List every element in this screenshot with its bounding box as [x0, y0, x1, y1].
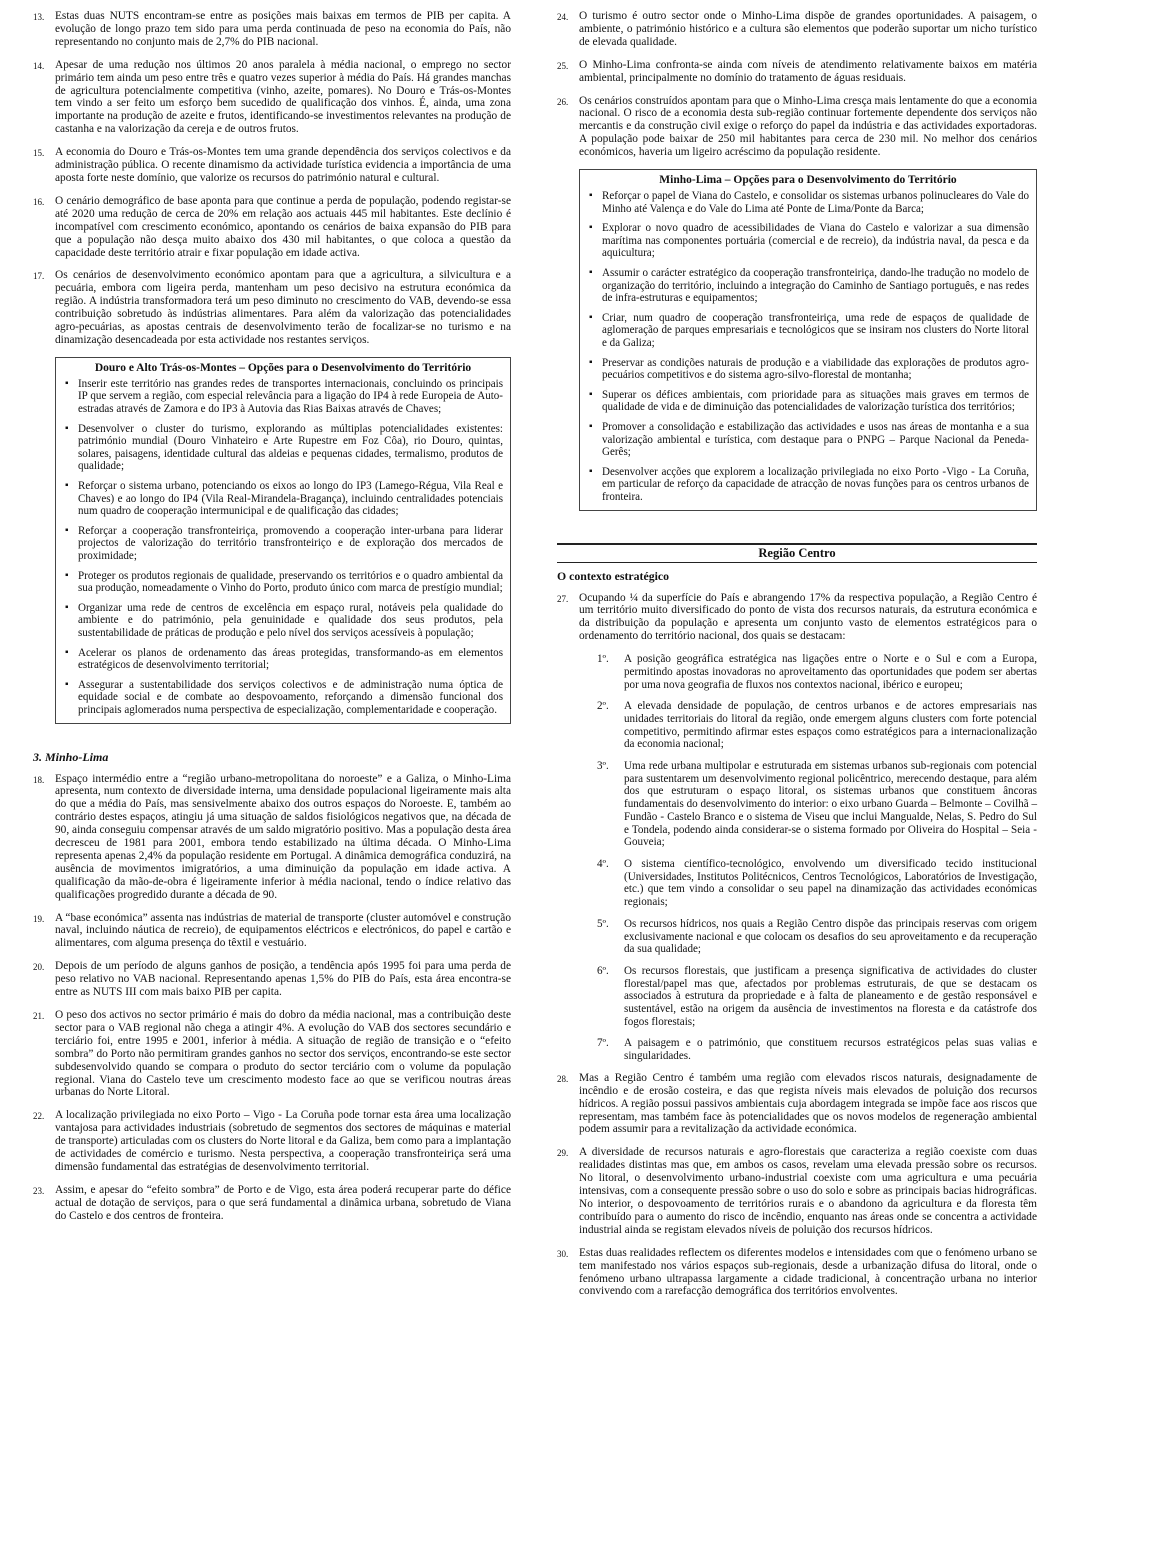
list-item-text: Assumir o carácter estratégico da cooperação transfronteiriça, dando-lhe tradução no modelo de organização do território, incluindo a integração do Caminho de Santiago português, e nas redes de infra-estruturas e equipamentos; [602, 267, 1029, 305]
list-item-text: Organizar uma rede de centros de excelência em espaço rural, notáveis pela qualidade do ambiente e do património, pela genuinidade e qualidade dos seus produtos, pela sustentabilidade de práticas de produção e pelo nível dos serviços acessíveis à população; [78, 601, 503, 639]
paragraph-number: 24. [557, 12, 569, 22]
ordinal-number: 4º. [597, 858, 609, 870]
paragraph-text: Os cenários de desenvolvimento económico apontam para que a agricultura, a silvicultura e a pecuária, embora com ligeira perda, mantenham um peso decisivo na estrutura económica da região. A indústria transformadora terá um peso diminuto no crescimento do VAB, devendo-se essa contribuição sobretudo às indústrias alimentares. Para além da valorização das potencialidades agro-pecuárias, as apostas centrais de desenvolvimento terão de focalizar-se no turismo e na dinamização desencadeada por esta actividade nos restantes serviços. [55, 269, 511, 346]
list-item-text: Assegurar a sustentabilidade dos serviços colectivos e de administração numa óptica de equidade social e de combate ao despovoamento, reforçando a dimensão funcional dos principais aglomerados numa perspectiva de especialização, complementaridade e cooperação. [78, 678, 503, 716]
paragraph-number: 27. [557, 593, 569, 604]
right-column [557, 10, 1037, 1308]
bullet-icon: ▪ [65, 646, 69, 658]
paragraph-14 [33, 59, 511, 136]
spacer [557, 521, 1037, 539]
ordinal-number: 6º. [597, 964, 609, 977]
paragraph-number: 13. [33, 12, 45, 22]
paragraph-text: A “base económica” assenta nas indústrias de material de transporte (cluster automóvel e construção naval, incluindo náutica de recreio), de equipamentos eléctricos e electrónicos, do papel e cartão e alimentares, com alguma presença do têxtil e vestuário. [55, 911, 511, 950]
bullet-icon: ▪ [65, 422, 69, 434]
list-item-text: Desenvolver acções que explorem a localização privilegiada no eixo Porto -Vigo - La Coruña, em particular de reforço da capacidade de atracção de novas funções para os centros urbanos de fronteira. [602, 465, 1029, 503]
paragraph-number: 28. [557, 1073, 569, 1084]
paragraph-text: O Minho-Lima confronta-se ainda com níveis de atendimento relativamente baixos em matéria ambiental, principalmente no domínio do tratamento de águas residuais. [579, 58, 1037, 84]
paragraph-number: 20. [33, 962, 45, 973]
ordinal-item-5 [597, 918, 1037, 956]
bullet-icon: ▪ [589, 190, 593, 202]
bullet-icon: ▪ [589, 465, 593, 477]
list-item [587, 389, 1029, 414]
douro-options-box [55, 357, 511, 724]
paragraph-15 [33, 146, 511, 185]
box-title: Douro e Alto Trás-os-Montes – Opções para o Desenvolvimento do Território [94, 361, 472, 374]
paragraph-21 [33, 1009, 511, 1099]
paragraph-number: 30. [557, 1248, 569, 1259]
list-item [587, 357, 1029, 382]
list-item [587, 466, 1029, 504]
bullet-icon: ▪ [65, 377, 69, 389]
paragraph-number: 17. [33, 271, 45, 282]
region-heading: Região Centro [557, 543, 1037, 563]
bullet-icon: ▪ [65, 569, 69, 581]
paragraph-text: A economia do Douro e Trás-os-Montes tem uma grande dependência dos serviços colectivos e da administração pública. O recente dinamismo da actividade turística evidencia a importância de uma aposta forte neste domínio, que valorize os recursos do património natural e cultural. [55, 146, 511, 184]
paragraph-20 [33, 960, 511, 999]
bullet-icon: ▪ [589, 388, 593, 400]
bullet-icon: ▪ [65, 524, 69, 536]
ordinal-item-7 [597, 1037, 1037, 1062]
paragraph-text: Depois de um período de alguns ganhos de posição, a tendência após 1995 foi para uma perda de peso relativo no VAB nacional. Representando apenas 1,5% do PIB do País, esta área encontra-se entre as NUTS III com mais baixo PIB per capita. [55, 960, 511, 999]
list-item [63, 378, 503, 416]
list-item-text: Explorar o novo quadro de acessibilidades de Viana do Castelo e valorizar a sua dimensão marítima nas componentes portuária (comercial e de recreio), da indústria naval, da pesca e da aquicultura; [602, 222, 1029, 260]
box-title: Minho-Lima – Opções para o Desenvolvimento do Território [659, 174, 957, 187]
paragraph-23 [33, 1184, 511, 1223]
paragraph-25 [557, 59, 1037, 85]
paragraph-number: 26. [557, 96, 569, 107]
paragraph-number: 16. [33, 196, 45, 207]
ordinal-item-4 [597, 858, 1037, 909]
paragraph-22 [33, 1109, 511, 1174]
ordinal-number: 5º. [597, 917, 609, 930]
list-item [63, 679, 503, 717]
paragraph-text: Mas a Região Centro é também uma região com elevados riscos naturais, designadamente de incêndio e de erosão costeira, e das que regista níveis mais elevados de poluição dos recursos hídricos. A região possui passivos ambientais cuja abordagem integrada se impõe face aos riscos que representam, mas também face às potencialidades que os novos modelos de regeneração ambiental podem assumir para a revitalização da actividade económica. [579, 1071, 1037, 1136]
list-item [587, 222, 1029, 260]
ordinal-text: Os recursos hídricos, nos quais a Região Centro dispõe das principais reservas com origem exclusivamente nacional e que colocam os desafios do seu aproveitamento e da recuperação da sua qualidade; [624, 917, 1037, 956]
ordinal-item-6 [597, 965, 1037, 1029]
paragraph-number: 22. [33, 1111, 45, 1122]
paragraph-text: Estas duas realidades reflectem os diferentes modelos e intensidades com que o fenómeno urbano se tem manifestado nos vários espaços sub-regionais, desde a urbanização difusa do litoral, onde o fenómeno urbano ultrapassa largamente a cidade tradicional, à concentração urbana no interior convivendo com a rarefacção demográfica dos territórios envolventes. [579, 1246, 1037, 1298]
list-item-text: Superar os défices ambientais, com prioridade para as situações mais graves em termos de qualidade de vida e de diminuição das potencialidades de valorização turística dos territórios; [602, 388, 1029, 414]
paragraph-number: 25. [557, 60, 569, 71]
paragraph-text: Apesar de uma redução nos últimos 20 anos paralela à média nacional, o emprego no sector primário tem ainda um peso entre três e quatro vezes superior à média do País. Há grandes manchas de agricultura potencialmente competitiva (vinho, azeite, pomares). No Douro e Trás-os-Montes tem vindo a ser feito um esforço bem sucedido de qualificação dos vinhos. É, ainda, uma zona importante na produção de azeite e frutos, identificando-se investimentos relevantes na produção de castanha e na valorização da cereja e de outros frutos. [55, 58, 511, 136]
paragraph-text: A diversidade de recursos naturais e agro-florestais que caracteriza a região coexiste com duas realidades distintas mas que, em ambos os casos, revelam uma elevada pressão sobre os recursos. No litoral, o desenvolvimento urbano-industrial coexiste com uma agricultura e uma pecuária intensivas, com a consequente pressão sobre o uso do solo e sobre as principais bacias hidrográficas. No interior, o despovoamento de territórios rurais e o abandono da agricultura e da floresta têm contribuído para o aumento do risco de incêndio, enquanto nas áreas onde se concentra a actividade industrial ainda se registam elevados níveis de poluição dos recursos hídricos. [579, 1146, 1037, 1236]
list-item [587, 267, 1029, 305]
paragraph-28 [557, 1072, 1037, 1137]
list-item [587, 421, 1029, 459]
ordinal-text: Uma rede urbana multipolar e estruturada em sistemas urbanos sub-regionais com potencial para sustentarem um desenvolvimento regional policêntrico, merecendo destaque, para além dos que estruturam o espaço litoral, os sistemas urbanos que constituem âncoras fundamentais do desenvolvimento do interior: o eixo urbano Guarda – Belmonte – Covilhã – Fundão - Castelo Branco e o sistema de Viseu que inclui Mangualde, Nelas, S. Pedro do Sul e Tondela, podendo ainda considerar-se o sistema formado por Oliveira do Hospital – Seia - Gouveia; [624, 760, 1037, 849]
paragraph-18 [33, 773, 511, 902]
paragraph-26 [557, 95, 1037, 160]
ordinal-text: A elevada densidade de população, de centros urbanos e de actores empresariais nas unidades territoriais do litoral da região, onde emergem alguns clusters com forte potencial competitivo, permitindo afirmar estes espaços como estratégicos para a internacionalização da economia nacional; [624, 700, 1037, 751]
paragraph-16 [33, 195, 511, 260]
left-column [33, 10, 511, 1233]
minho-lima-options-box [579, 169, 1037, 510]
paragraph-27 [557, 592, 1037, 644]
paragraph-text: O peso dos activos no sector primário é mais do dobro da média nacional, mas a contribuição deste sector para o VAB regional não chega a atingir 4%. A evolução do VAB dos sectores secundário e terciário foi, entre 1995 e 2001, inferior à média. A situação de região de transição e o “efeito sombra” do Porto não permitiram grandes ganhos no sector dos serviços, encontrando-se este sector subdesenvolvido quando se compara o produto do sector terciário com o volume da população regional. Viana do Castelo teve um crescimento modesto face ao que se verificou noutras áreas urbanas do Norte Litoral. [55, 1009, 511, 1099]
paragraph-number: 29. [557, 1148, 569, 1159]
paragraph-text: Assim, e apesar do “efeito sombra” de Porto e de Vigo, esta área poderá recuperar parte do défice actual de dotação de serviços, para o que será fundamental a dinâmica urbana, sobretudo de Viana do Castelo e dos centros de fronteira. [55, 1183, 511, 1222]
paragraph-number: 18. [33, 774, 45, 785]
ordinal-text: O sistema científico-tecnológico, envolvendo um diversificado tecido institucional (Universidades, Institutos Politécnicos, Centros Tecnológicos, Laboratórios de Investigação, etc.) que tem vindo a consolidar o seu papel na dinamização das actividades económicas regionais; [624, 858, 1037, 909]
list-item [587, 190, 1029, 215]
options-list [63, 378, 503, 717]
bullet-icon: ▪ [589, 222, 593, 234]
paragraph-text: Estas duas NUTS encontram-se entre as posições mais baixas em termos de PIB per capita. A evolução de longo prazo tem sido para uma perda continuada de peso na economia do País, não representando no conjunto mais de 2,7% do PIB nacional. [55, 10, 511, 48]
paragraph-text: Os cenários construídos apontam para que o Minho-Lima cresça mais lentamente do que a economia nacional. O risco de a economia desta sub-região continuar fortemente dependente dos serviços não mercantis e da construção civil exige o reforço do papel da indústria e das actividades exportadoras. A população pode baixar de 250 mil habitantes para cerca de 230 mil. No melhor dos cenários económicos, haveria um ligeiro acréscimo da população residente. [579, 94, 1037, 159]
list-item-text: Reforçar o papel de Viana do Castelo, e consolidar os sistemas urbanos polinucleares do Vale do Minho até Valença e do Vale do Lima até Ponte de Lima/Ponte da Barca; [602, 190, 1029, 215]
list-item-text: Desenvolver o cluster do turismo, explorando as múltiplas potencialidades existentes: património mundial (Douro Vinhateiro e Arte Rupestre em Foz Côa), rio Douro, quintas, solares, paisagens, identidade cultural das aldeias e pequenas cidades, termalismo, produtos de qualidade; [78, 422, 503, 473]
paragraph-text: O cenário demográfico de base aponta para que continue a perda de população, podendo registar-se até 2020 uma redução de cerca de 20% em relação aos actuais 445 mil habitantes. Este declínio é incompatível com crescimento económico, apontando os cenários de baixa expansão do PIB para que a população não desça muito abaixo dos 430 mil habitantes, o que coloca a questão da capacidade deste território atrair e fixar população em idade activa. [55, 194, 511, 259]
paragraph-text: O turismo é outro sector onde o Minho-Lima dispõe de grandes oportunidades. A paisagem, o ambiente, o património histórico e a cultura são elementos que poderão suportar um nicho turístico de elevada qualidade. [579, 10, 1037, 48]
ordinal-number: 2º. [597, 700, 609, 713]
ordinal-text: Os recursos florestais, que justificam a presença significativa de actividades do cluster florestal/papel mas que, afectados por problemas estruturais, de que se destacam os associados à estrutura da propriedade e à falta de planeamento e de gestão responsável e sustentável, estão na origem da ausência de investimentos na floresta e da catástrofe dos fogos florestais; [624, 964, 1037, 1028]
list-item [63, 480, 503, 518]
bullet-icon: ▪ [589, 356, 593, 368]
bullet-icon: ▪ [589, 311, 593, 323]
list-item [63, 647, 503, 672]
section-heading: 3. Minho-Lima [33, 749, 109, 764]
list-item-text: Preservar as condições naturais de produção e a viabilidade das explorações de produtos agro-pecuários competitivos e do sistema agro-silvo-florestal de montanha; [602, 356, 1029, 382]
ordinal-number: 7º. [597, 1037, 609, 1050]
list-item-text: Promover a consolidação e estabilização das actividades e usos nas áreas de montanha e a sua valorização ambiental e turística, com destaque para o PNPG – Parque Nacional da Peneda-Gerês; [602, 420, 1029, 459]
options-list [587, 190, 1029, 503]
paragraph-17 [33, 269, 511, 346]
paragraph-number: 23. [33, 1185, 45, 1196]
paragraph-number: 15. [33, 148, 45, 159]
list-item-text: Reforçar a cooperação transfronteiriça, promovendo a cooperação inter-urbana para liderar projectos de valorização do território transfronteiriço e de exploração dos mercados de proximidade; [78, 524, 503, 562]
ordinal-item-3 [597, 760, 1037, 849]
paragraph-30 [557, 1247, 1037, 1299]
list-item [63, 423, 503, 473]
paragraph-19 [33, 912, 511, 951]
paragraph-text: A localização privilegiada no eixo Porto – Vigo - La Coruña pode tornar esta área uma localização vantajosa para actividades industriais (sobretudo de segmentos dos sectores de máquinas e material de transporte) articuladas com os clusters do Norte litoral e da Galiza, bem como para a implantação de actividades de comércio e turismo. Nesta perspectiva, a cooperação transfronteiriça será uma dimensão fundamental das estratégias de desenvolvimento territorial. [55, 1109, 511, 1173]
paragraph-24 [557, 10, 1037, 49]
list-item-text: Acelerar os planos de ordenamento das áreas protegidas, transformando-as em elementos estratégicos de desenvolvimento territorial; [78, 646, 503, 672]
ordinal-number: 1º. [597, 653, 609, 666]
list-item [63, 525, 503, 563]
ordinal-text: A posição geográfica estratégica nas ligações entre o Norte e o Sul e com a Europa, permitindo apostas inovadoras no aproveitamento das oportunidades que podem ser abertas por uma nova geografia de fluxos nos contextos nacional, ibérico e europeu; [624, 653, 1037, 691]
ordinal-text: A paisagem e o património, que constituem recursos estratégicos pelas suas valias e singularidades. [624, 1037, 1037, 1063]
paragraph-text: Espaço intermédio entre a “região urbano-metropolitana do noroeste” e a Galiza, o Minho-Lima apresenta, num contexto de diversidade interna, uma densidade populacional ligeiramente mais alta do que a média do País, mas sensivelmente abaixo dos outros espaços do Noroeste. E, também ao contrário destes espaços, atingiu já uma situação de saldos fisiológicos negativos que, na década de 90, ainda conseguiu compensar através de um saldo migratório positivo. Mas a população desta área decresceu de 1981 para 2001, embora tendo estabilizado na última década. O Minho-Lima representa apenas 2,4% da população residente em Portugal. A dinâmica demográfica conduzirá, na ausência de movimentos imigratórios, a uma diminuição da população em idade activa. A qualificação da mão-de-obra é ligeiramente inferior à média nacional, tendo o índice relativo das qualificações progredido durante a década de 90. [55, 772, 511, 901]
list-item-text: Criar, num quadro de cooperação transfronteiriça, uma rede de espaços de qualidade de aglomeração de parques empresariais e tecnológicos que se insiram nos clusters do Norte litoral e da Galiza; [602, 311, 1029, 349]
list-item [63, 602, 503, 640]
subheading: O contexto estratégico [557, 568, 670, 583]
bullet-icon: ▪ [589, 420, 593, 432]
list-item [587, 312, 1029, 350]
ordinal-item-1 [597, 653, 1037, 691]
paragraph-number: 21. [33, 1011, 45, 1021]
list-item-text: Inserir este território nas grandes redes de transportes internacionais, concluindo os principais IP que servem a região, com especial relevância para a ligação do IP4 à rede Europeia de Auto-estradas através de Zamora e do IP3 à Autovia das Rias Baixas através de Chaves; [78, 377, 503, 416]
bullet-icon: ▪ [65, 601, 69, 613]
bullet-icon: ▪ [65, 480, 69, 491]
bullet-icon: ▪ [65, 678, 69, 690]
list-item-text: Reforçar o sistema urbano, potenciando os eixos ao longo do IP3 (Lamego-Régua, Vila Real e Chaves) e ao longo do IP4 (Vila Real-Mirandela-Bragança), incluindo centralidades potenciais num quadro de cooperação intermunicipal e de qualificação das cidades; [78, 480, 503, 518]
paragraph-number: 14. [33, 60, 45, 71]
bullet-icon: ▪ [589, 267, 593, 279]
paragraph-29 [557, 1146, 1037, 1236]
ordinal-number: 3º. [597, 760, 609, 773]
paragraph-number: 19. [33, 913, 45, 924]
list-item-text: Proteger os produtos regionais de qualidade, preservando os territórios e o quadro ambiental da sua produção, nomeadamente o Vinho do Porto, produto único com marca de prestígio mundial; [78, 569, 503, 595]
paragraph-text: Ocupando ¼ da superfície do País e abrangendo 17% da respectiva população, a Região Centro é um território muito diversificado do ponto de vista dos recursos naturais, da estrutura económica e da distribuição da população e apresenta um conjunto vasto de elementos estratégicos para o ordenamento do território nacional, dos quais se destacam: [579, 591, 1037, 643]
list-item [63, 570, 503, 595]
ordinal-item-2 [597, 700, 1037, 751]
paragraph-13 [33, 10, 511, 49]
